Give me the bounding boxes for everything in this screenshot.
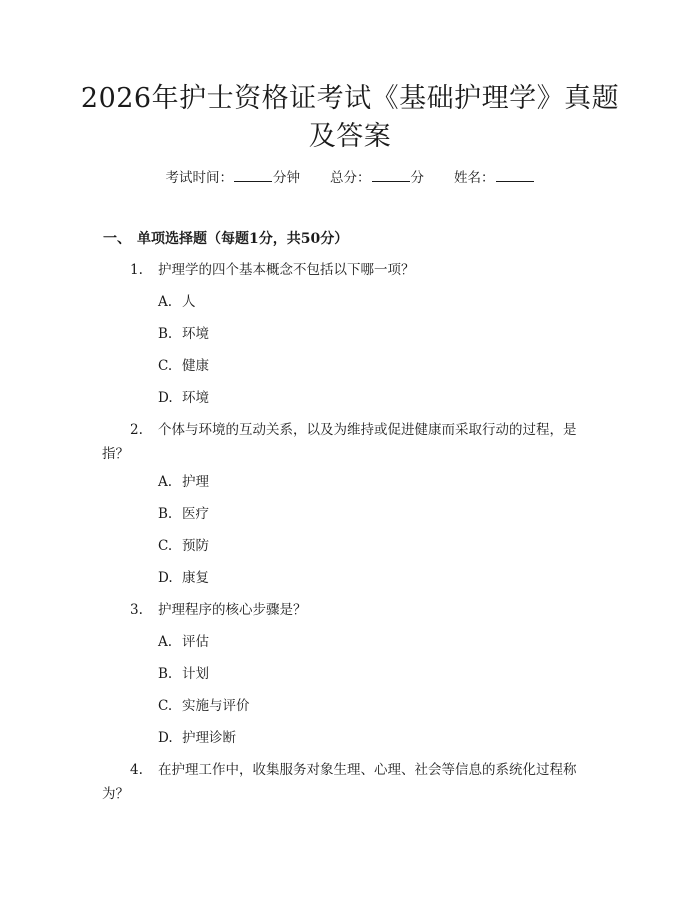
option-text: 健康 xyxy=(182,358,209,374)
q2-option-d[interactable] xyxy=(158,568,209,588)
question-text: 在护理工作中，收集服务对象生理、心理、社会等信息的系统化过程称 xyxy=(158,762,577,778)
q3-option-d[interactable] xyxy=(158,728,236,748)
section-title: 单项选择题（每题1分，共50分） xyxy=(137,231,349,247)
question-number: 3. xyxy=(130,602,143,618)
name-label: 姓名： xyxy=(454,170,495,186)
option-letter: C. xyxy=(158,538,173,554)
question-1 xyxy=(130,258,590,282)
question-text: 护理程序的核心步骤是？ xyxy=(158,602,307,618)
total-score-label: 总分： xyxy=(330,170,371,186)
option-text: 实施与评价 xyxy=(182,698,250,714)
option-text: 预防 xyxy=(182,538,209,554)
q2-option-b[interactable] xyxy=(158,504,209,524)
option-letter: B. xyxy=(158,326,173,342)
option-text: 人 xyxy=(182,294,196,310)
option-letter: B. xyxy=(158,506,173,522)
exam-time-unit: 分钟 xyxy=(273,170,300,186)
q1-option-a[interactable] xyxy=(158,292,196,312)
option-text: 护理诊断 xyxy=(182,730,236,746)
option-letter: C. xyxy=(158,698,173,714)
q1-option-b[interactable] xyxy=(158,324,209,344)
q3-option-b[interactable] xyxy=(158,664,209,684)
question-text: 个体与环境的互动关系，以及为维持或促进健康而采取行动的过程，是 xyxy=(158,422,577,438)
option-text: 环境 xyxy=(182,326,209,342)
option-text: 康复 xyxy=(182,570,209,586)
exam-meta-row xyxy=(0,168,700,188)
total-score-field xyxy=(330,168,424,188)
q2-option-c[interactable] xyxy=(158,536,209,556)
q1-option-d[interactable] xyxy=(158,388,209,408)
exam-title-line-1: 2026年护士资格证考试《基础护理学》真题 xyxy=(80,83,620,114)
section-heading xyxy=(103,229,348,249)
option-letter: C. xyxy=(158,358,173,374)
name-blank[interactable] xyxy=(496,170,534,182)
question-3 xyxy=(130,598,590,622)
total-score-blank[interactable] xyxy=(372,170,410,182)
q2-option-a[interactable] xyxy=(158,472,209,492)
question-number: 2. xyxy=(130,422,143,438)
option-letter: A. xyxy=(158,294,173,310)
q3-option-a[interactable] xyxy=(158,632,209,652)
q3-option-c[interactable] xyxy=(158,696,250,716)
section-number: 一、 xyxy=(103,231,131,247)
option-letter: B. xyxy=(158,666,173,682)
exam-title-line-2: 及答案 xyxy=(308,121,392,152)
total-score-unit: 分 xyxy=(410,170,424,186)
option-letter: A. xyxy=(158,634,173,650)
question-text: 护理学的四个基本概念不包括以下哪一项？ xyxy=(158,262,415,278)
question-number: 1. xyxy=(130,262,143,278)
question-2 xyxy=(102,418,590,466)
question-4 xyxy=(102,758,590,806)
option-letter: A. xyxy=(158,474,173,490)
question-text-continued: 指？ xyxy=(102,446,129,462)
option-text: 环境 xyxy=(182,390,209,406)
option-letter: D. xyxy=(158,570,173,586)
exam-time-label: 考试时间： xyxy=(165,170,233,186)
option-letter: D. xyxy=(158,390,173,406)
option-text: 护理 xyxy=(182,474,209,490)
q1-option-c[interactable] xyxy=(158,356,209,376)
option-text: 评估 xyxy=(182,634,209,650)
name-field xyxy=(454,168,535,188)
exam-time-blank[interactable] xyxy=(234,170,272,182)
option-text: 医疗 xyxy=(182,506,209,522)
exam-time-field xyxy=(166,168,301,188)
option-text: 计划 xyxy=(182,666,209,682)
option-letter: D. xyxy=(158,730,173,746)
question-number: 4. xyxy=(130,762,143,778)
question-text-continued: 为？ xyxy=(102,786,129,802)
